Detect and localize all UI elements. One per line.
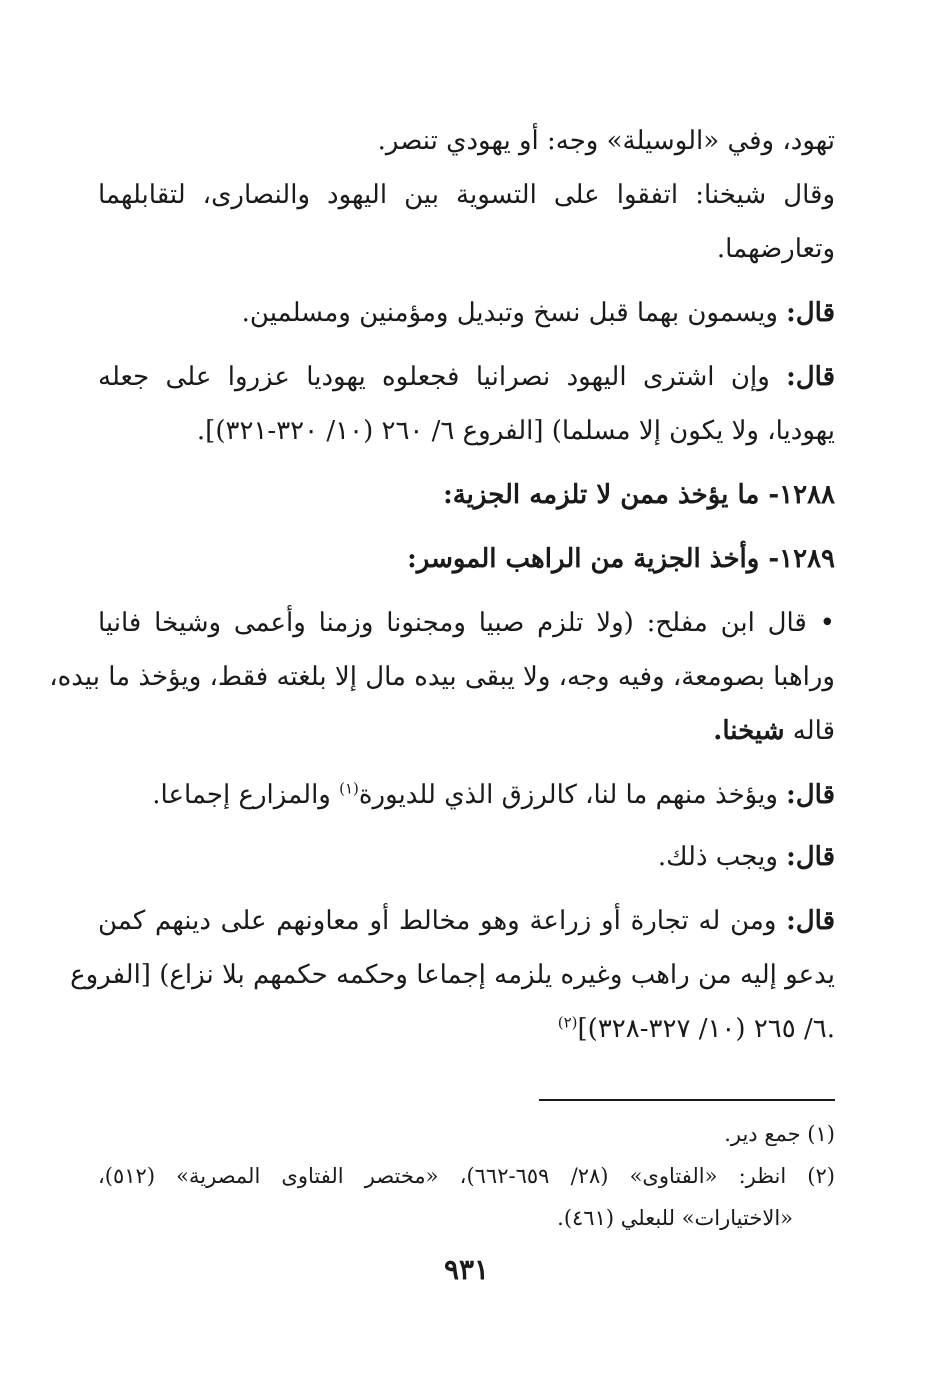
footnote-text: (١) جمع دير. (724, 1122, 835, 1146)
footnote-marker: (٢) (557, 1013, 578, 1032)
footnote-line (98, 1117, 835, 1151)
footnote-line (98, 1159, 835, 1193)
footnote-marker: (١) (339, 779, 359, 798)
body-line (98, 711, 835, 751)
body-line (98, 603, 835, 643)
text-run: وتعارضهما. (716, 234, 835, 264)
speaker-label: قال: (786, 906, 835, 936)
section-heading (98, 539, 835, 579)
text-run: يدعو إليه من راهب وغيره يلزمه إجماعا وحكمه حكمهم بلا نزاع) [الفروع (70, 960, 835, 990)
speaker-label: قال: (786, 842, 835, 872)
text-run: ومن له تجارة أو زراعة وهو مخالط أو معاونهم على دينهم كمن (98, 906, 787, 936)
text-run: ويجب ذلك. (657, 842, 787, 872)
body-line (98, 175, 835, 215)
body-line (98, 1009, 835, 1049)
text-run: وراهبا بصومعة، وفيه وجه، ولا يبقى بيده مال إلا بلغته فقط، ويؤخذ ما بيده، (49, 662, 835, 692)
body-line (70, 955, 835, 995)
body-line (98, 775, 835, 815)
text-run: تهود، وفي «الوسيلة» وجه: أو يهودي تنصر. (377, 126, 835, 156)
body-line (98, 411, 835, 451)
footnote-line (98, 1201, 793, 1235)
body-line (49, 657, 835, 697)
speaker-label: قال: (786, 362, 835, 392)
section-heading (98, 475, 835, 515)
body-line (98, 901, 835, 941)
text-run: ويؤخذ منهم ما لنا، كالرزق الذي للديورة (358, 780, 787, 810)
text-run: شيخنا. (713, 716, 785, 746)
text-run: وقال شيخنا: اتفقوا على التسوية بين اليهود والنصارى، لتقابلهما (98, 180, 835, 210)
body-line (98, 229, 835, 269)
body-line (98, 357, 835, 397)
text-run: قاله (784, 716, 835, 746)
body-line (98, 837, 835, 877)
body-line (98, 121, 835, 161)
text-run: • قال ابن مفلح: (ولا تلزم صبيا ومجنونا وزمنا وأعمى وشيخا فانيا (98, 608, 835, 638)
heading-text: ١٢٨٩- وأخذ الجزية من الراهب الموسر: (407, 544, 835, 574)
text-run: والمزارع إجماعا. (152, 780, 340, 810)
body-line (98, 293, 835, 333)
text-run: ويسمون بهما قبل نسخ وتبديل ومؤمنين ومسلمين. (241, 298, 787, 328)
speaker-label: قال: (786, 298, 835, 328)
footnote-divider (539, 1099, 835, 1101)
text-run: ٦/ ٢٦٥ (١٠/ ٣٢٧-٣٢٨)] (577, 1014, 827, 1044)
footnote-text: «الاختيارات» للبعلي (٤٦١). (557, 1206, 793, 1230)
heading-text: ١٢٨٨- ما يؤخذ ممن لا تلزمه الجزية: (443, 480, 835, 510)
text-run: وإن اشترى اليهود نصرانيا فجعلوه يهوديا عزروا على جعله (98, 362, 787, 392)
text-run: يهوديا، ولا يكون إلا مسلما) [الفروع ٦/ ٢٦٠ (١٠/ ٣٢٠-٣٢١)]. (196, 416, 835, 446)
speaker-label: قال: (786, 780, 835, 810)
page-number: ٩٣١ (443, 1253, 490, 1286)
footnote-text: (٢) انظر: «الفتاوى» (٢٨/ ٦٥٩-٦٦٢)، «مختصر الفتاوى المصرية» (٥١٢)، (98, 1164, 835, 1188)
text-run: . (826, 1014, 835, 1044)
